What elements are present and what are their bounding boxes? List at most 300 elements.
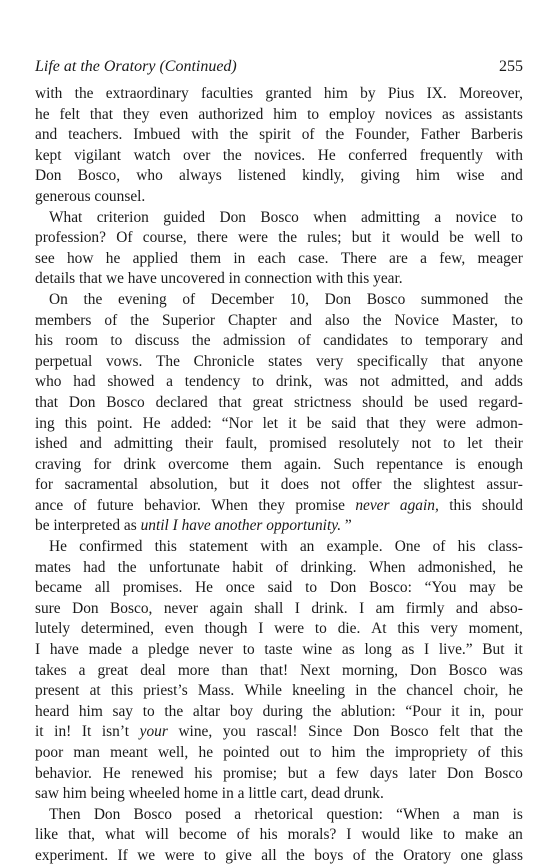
word: anyone — [478, 352, 523, 370]
word: guided — [163, 208, 206, 226]
word: of — [275, 558, 289, 576]
word: discuss — [134, 332, 180, 350]
text-line — [35, 331, 523, 352]
word: “When — [396, 805, 440, 823]
word: IX. — [426, 85, 447, 102]
word: it — [260, 476, 270, 494]
word: rascal! — [256, 723, 298, 741]
word: Bosco — [448, 661, 487, 679]
word: added: — [170, 414, 212, 432]
word: Don — [35, 167, 62, 185]
word: an — [299, 538, 315, 556]
word: that, — [68, 826, 96, 844]
text-line — [35, 743, 523, 764]
word: the — [377, 682, 397, 700]
word: in, — [469, 702, 485, 720]
word: during — [262, 702, 303, 720]
word: his — [194, 764, 213, 782]
word: at — [89, 682, 101, 700]
word: with — [35, 85, 63, 102]
word: have — [127, 270, 157, 288]
text-line — [35, 722, 523, 743]
word: he — [105, 249, 121, 267]
word: of — [73, 496, 87, 514]
word: wine, — [178, 723, 213, 741]
word: When — [368, 558, 406, 576]
word: priest’s — [143, 682, 188, 700]
word: Since — [308, 723, 343, 741]
word: to — [510, 311, 523, 329]
word: though — [204, 620, 248, 638]
word: Don — [410, 661, 437, 679]
word: He — [195, 579, 214, 597]
word: to — [309, 744, 322, 761]
word: generous — [35, 187, 91, 205]
word: when — [313, 208, 347, 226]
word: future — [96, 496, 134, 514]
word: sacramental — [64, 476, 139, 494]
word: novices — [385, 105, 433, 123]
word: and — [500, 332, 523, 350]
word: a — [78, 661, 86, 679]
word: with — [315, 270, 344, 288]
word: authorized — [198, 105, 264, 123]
text-line — [35, 311, 523, 332]
word: and — [289, 311, 312, 329]
word: them — [190, 249, 222, 267]
word: the — [74, 85, 94, 102]
word: Such — [333, 455, 365, 473]
word: that — [470, 723, 494, 741]
word: to — [443, 826, 455, 844]
word: let — [262, 414, 279, 432]
word: we — [137, 846, 156, 864]
word: that — [218, 393, 242, 411]
word: listened — [237, 167, 286, 185]
word: as — [442, 105, 455, 123]
word: see — [35, 249, 55, 267]
word: became — [35, 579, 82, 597]
word: Father — [420, 126, 460, 144]
word: I — [258, 620, 264, 638]
word: posed — [185, 805, 222, 823]
word: how — [66, 249, 94, 267]
word: behavior. — [35, 764, 92, 782]
word: him — [331, 744, 356, 761]
word: and — [500, 167, 523, 185]
word: It — [81, 723, 92, 741]
word: granted — [265, 85, 312, 102]
word: it — [514, 641, 523, 659]
word: sure — [35, 599, 61, 617]
word: habit — [232, 558, 263, 576]
text-line — [35, 681, 523, 702]
word: class- — [487, 538, 523, 556]
word: say — [112, 702, 134, 720]
word: is — [512, 805, 523, 823]
word: Don — [93, 805, 121, 823]
word: of — [182, 290, 196, 308]
text-line — [35, 352, 523, 373]
word: that — [35, 393, 59, 411]
word: I — [172, 517, 178, 535]
word: behavior. — [144, 496, 201, 514]
word: his — [35, 332, 53, 350]
word: the — [164, 702, 184, 720]
word: the — [362, 311, 382, 329]
word: choir, — [463, 682, 499, 700]
word: be — [35, 517, 50, 535]
word: but — [229, 476, 249, 494]
word: live.” — [438, 641, 473, 659]
word: saw — [35, 785, 59, 803]
word: He — [142, 414, 161, 432]
text-line — [35, 475, 523, 496]
word: said — [267, 579, 293, 597]
word: pledge — [148, 641, 190, 659]
word: to — [305, 579, 318, 597]
word: rules; — [307, 229, 342, 247]
word: Oratory — [403, 846, 452, 864]
word: will — [144, 826, 169, 844]
word: Moreover, — [459, 85, 523, 102]
word: later — [408, 764, 437, 782]
word: would — [361, 826, 400, 844]
word: few — [335, 764, 360, 782]
word: until — [140, 517, 169, 535]
word: profession? — [35, 229, 106, 247]
word: Bosco, — [77, 167, 121, 185]
page-header — [35, 58, 523, 84]
word: declared — [155, 393, 208, 411]
word: become — [178, 826, 227, 844]
word: the — [191, 332, 211, 350]
word: very — [315, 352, 344, 370]
word: impropriety — [394, 744, 468, 761]
word: present — [35, 682, 80, 700]
word: confirmed — [79, 538, 143, 556]
text-line — [35, 434, 523, 455]
word: mates — [35, 558, 71, 576]
word: teachers. — [68, 126, 123, 144]
word: the — [365, 744, 385, 761]
word: being — [90, 785, 125, 803]
text-line — [35, 125, 523, 146]
word: ished — [35, 435, 68, 453]
word: this — [449, 496, 472, 514]
word: used — [439, 393, 468, 411]
word: connection — [244, 270, 312, 288]
word: statement — [189, 538, 249, 556]
word: promised — [269, 435, 327, 453]
word: Bosco — [133, 805, 172, 823]
text-line — [35, 558, 523, 579]
word: not — [359, 373, 380, 391]
word: by — [360, 85, 376, 102]
text-line — [35, 640, 523, 661]
word: “You — [424, 579, 457, 597]
word: meager — [477, 249, 523, 267]
word: Pius — [387, 85, 415, 102]
word: enough — [477, 455, 523, 473]
text-line — [35, 290, 523, 311]
word: well — [474, 229, 501, 247]
word: him — [273, 105, 298, 123]
word: point. — [97, 414, 133, 432]
word: interpreted — [53, 517, 121, 535]
word: was — [498, 661, 523, 679]
word: to — [307, 105, 320, 123]
word: and — [460, 373, 483, 391]
word: few, — [439, 249, 466, 267]
word: moment, — [468, 620, 523, 638]
word: that — [441, 352, 465, 370]
word: glass — [492, 846, 523, 864]
word: him — [323, 85, 348, 102]
word: chancel — [406, 682, 454, 700]
word: altar — [192, 702, 221, 720]
word: the — [325, 126, 345, 144]
word: does — [280, 476, 309, 494]
word: have — [49, 641, 79, 659]
word: to — [443, 435, 456, 453]
word: very — [430, 620, 458, 638]
word: He — [102, 764, 121, 782]
word: pour — [494, 702, 523, 720]
word: wine — [302, 641, 333, 659]
word: candidates — [323, 332, 389, 350]
word: made — [88, 641, 122, 659]
word: employ — [328, 105, 376, 123]
word: Don — [352, 723, 380, 741]
word: man — [472, 805, 500, 823]
text-line — [35, 372, 523, 393]
word: question: — [326, 805, 383, 823]
word: not — [320, 476, 341, 494]
word: spirit — [259, 126, 291, 144]
word: with — [260, 538, 288, 556]
word: ” — [344, 517, 352, 535]
word: promise — [295, 496, 345, 514]
text-line — [35, 414, 523, 435]
word: of — [104, 311, 118, 329]
word: would — [400, 229, 440, 247]
word: the — [375, 846, 394, 864]
word: I — [424, 641, 430, 659]
word: little — [248, 785, 277, 803]
word: of — [477, 744, 491, 761]
word: promises. — [122, 579, 183, 597]
word: pointed — [223, 744, 270, 761]
word: the — [222, 146, 242, 164]
word: man — [73, 744, 100, 761]
word: kept — [35, 146, 62, 164]
word: this — [154, 538, 177, 556]
word: poor — [35, 744, 64, 761]
word: vows. — [105, 352, 143, 370]
word: offer — [351, 476, 382, 494]
word: boys — [314, 846, 344, 864]
word: once — [225, 579, 255, 597]
text-line — [35, 84, 523, 105]
word: like — [35, 826, 59, 844]
word: Bosco, — [110, 599, 153, 617]
word: counsel. — [94, 187, 146, 205]
word: great — [97, 661, 129, 679]
word: die. — [337, 620, 361, 638]
text-line — [35, 825, 523, 846]
word: it — [288, 414, 297, 432]
word: ablution: — [340, 702, 396, 720]
word: admon- — [475, 414, 523, 432]
word: Bosco — [260, 208, 299, 226]
word: them — [241, 455, 272, 473]
word: evening — [117, 290, 167, 308]
word: absolution, — [149, 476, 218, 494]
word: conferred — [348, 146, 408, 164]
word: and — [35, 126, 58, 144]
word: the — [130, 311, 150, 329]
word: Chapter — [228, 311, 277, 329]
word: case. — [298, 249, 329, 267]
word: criterion — [96, 208, 149, 226]
word: extraordinary — [105, 85, 189, 102]
word: of — [432, 538, 446, 556]
text-line — [35, 208, 523, 229]
word: this — [347, 270, 370, 288]
text-line — [35, 702, 523, 723]
word: an — [508, 826, 523, 844]
word: Don — [447, 764, 474, 782]
word: in! — [54, 723, 72, 741]
word: admitting — [113, 435, 173, 453]
word: this — [64, 414, 87, 432]
word: I — [294, 599, 300, 617]
word: adds — [494, 373, 523, 391]
word: had — [83, 558, 106, 576]
word: had — [73, 373, 96, 391]
word: they — [122, 105, 150, 123]
word: wise — [456, 167, 485, 185]
word: a — [452, 805, 460, 823]
text-line — [35, 784, 523, 805]
text-line — [35, 578, 523, 599]
word: it — [381, 229, 391, 247]
word: regard- — [478, 393, 523, 411]
text-line — [35, 228, 523, 249]
word: all — [94, 579, 111, 597]
word: admonished, — [417, 558, 497, 576]
word: over — [182, 146, 211, 164]
word: the — [117, 558, 137, 576]
word: One — [394, 538, 421, 556]
word: were — [164, 846, 195, 864]
word: never — [163, 599, 198, 617]
word: let — [467, 435, 483, 453]
word: in — [221, 785, 234, 803]
word: with — [495, 146, 523, 164]
word: with — [191, 126, 219, 144]
word: “Nor — [221, 414, 253, 432]
word: example. — [326, 538, 383, 556]
word: watch — [133, 146, 171, 164]
word: Then — [49, 805, 81, 823]
word: give — [225, 846, 252, 864]
word: even — [159, 105, 189, 123]
word: to — [242, 641, 255, 659]
word: taste — [264, 641, 293, 659]
word: a — [234, 805, 242, 823]
word: uncovered — [160, 270, 225, 288]
word: Superior — [162, 311, 216, 329]
word: ance — [35, 496, 64, 514]
word: Master, — [451, 311, 498, 329]
word: always — [179, 167, 222, 185]
word: fault, — [225, 435, 258, 453]
word: am — [375, 599, 395, 617]
word: assur- — [486, 476, 523, 494]
word: There — [340, 249, 377, 267]
word: craving — [35, 455, 82, 473]
word: even — [164, 620, 194, 638]
word: states — [268, 352, 303, 370]
word: If — [117, 846, 128, 864]
word: frequently — [419, 146, 483, 164]
word: members — [35, 311, 92, 329]
word: a — [237, 785, 245, 803]
word: be — [306, 414, 322, 432]
word: than — [221, 661, 248, 679]
word: firmly — [405, 599, 445, 617]
text-line — [35, 166, 523, 187]
word: determined, — [80, 620, 154, 638]
word: tendency — [184, 373, 241, 391]
word: to — [400, 332, 413, 350]
word: I — [359, 599, 365, 617]
word: this — [500, 744, 523, 761]
word: drink. — [311, 599, 348, 617]
word: novices. — [254, 146, 306, 164]
word: he — [198, 744, 214, 761]
word: Don — [68, 393, 96, 411]
word: are — [389, 249, 408, 267]
text-line — [35, 393, 523, 414]
word: we — [105, 270, 124, 288]
word: home — [183, 785, 218, 803]
word: Of — [116, 229, 133, 247]
word: a — [420, 249, 427, 267]
word: to — [510, 208, 523, 226]
word: I — [346, 826, 352, 844]
word: well, — [157, 744, 189, 761]
word: ing — [35, 414, 55, 432]
word: Founder, — [355, 126, 410, 144]
word: resolutely — [338, 435, 400, 453]
word: the — [504, 723, 523, 741]
word: kindly, — [302, 167, 345, 185]
word: course, — [142, 229, 187, 247]
word: and — [79, 435, 102, 453]
word: repentance — [376, 455, 444, 473]
text-line — [35, 269, 523, 290]
word: of — [236, 826, 250, 844]
word: drink — [123, 455, 156, 473]
word: Don — [324, 290, 352, 308]
word: to — [252, 373, 265, 391]
word: What — [49, 208, 83, 226]
word: Next — [300, 661, 331, 679]
word: for — [35, 476, 53, 494]
